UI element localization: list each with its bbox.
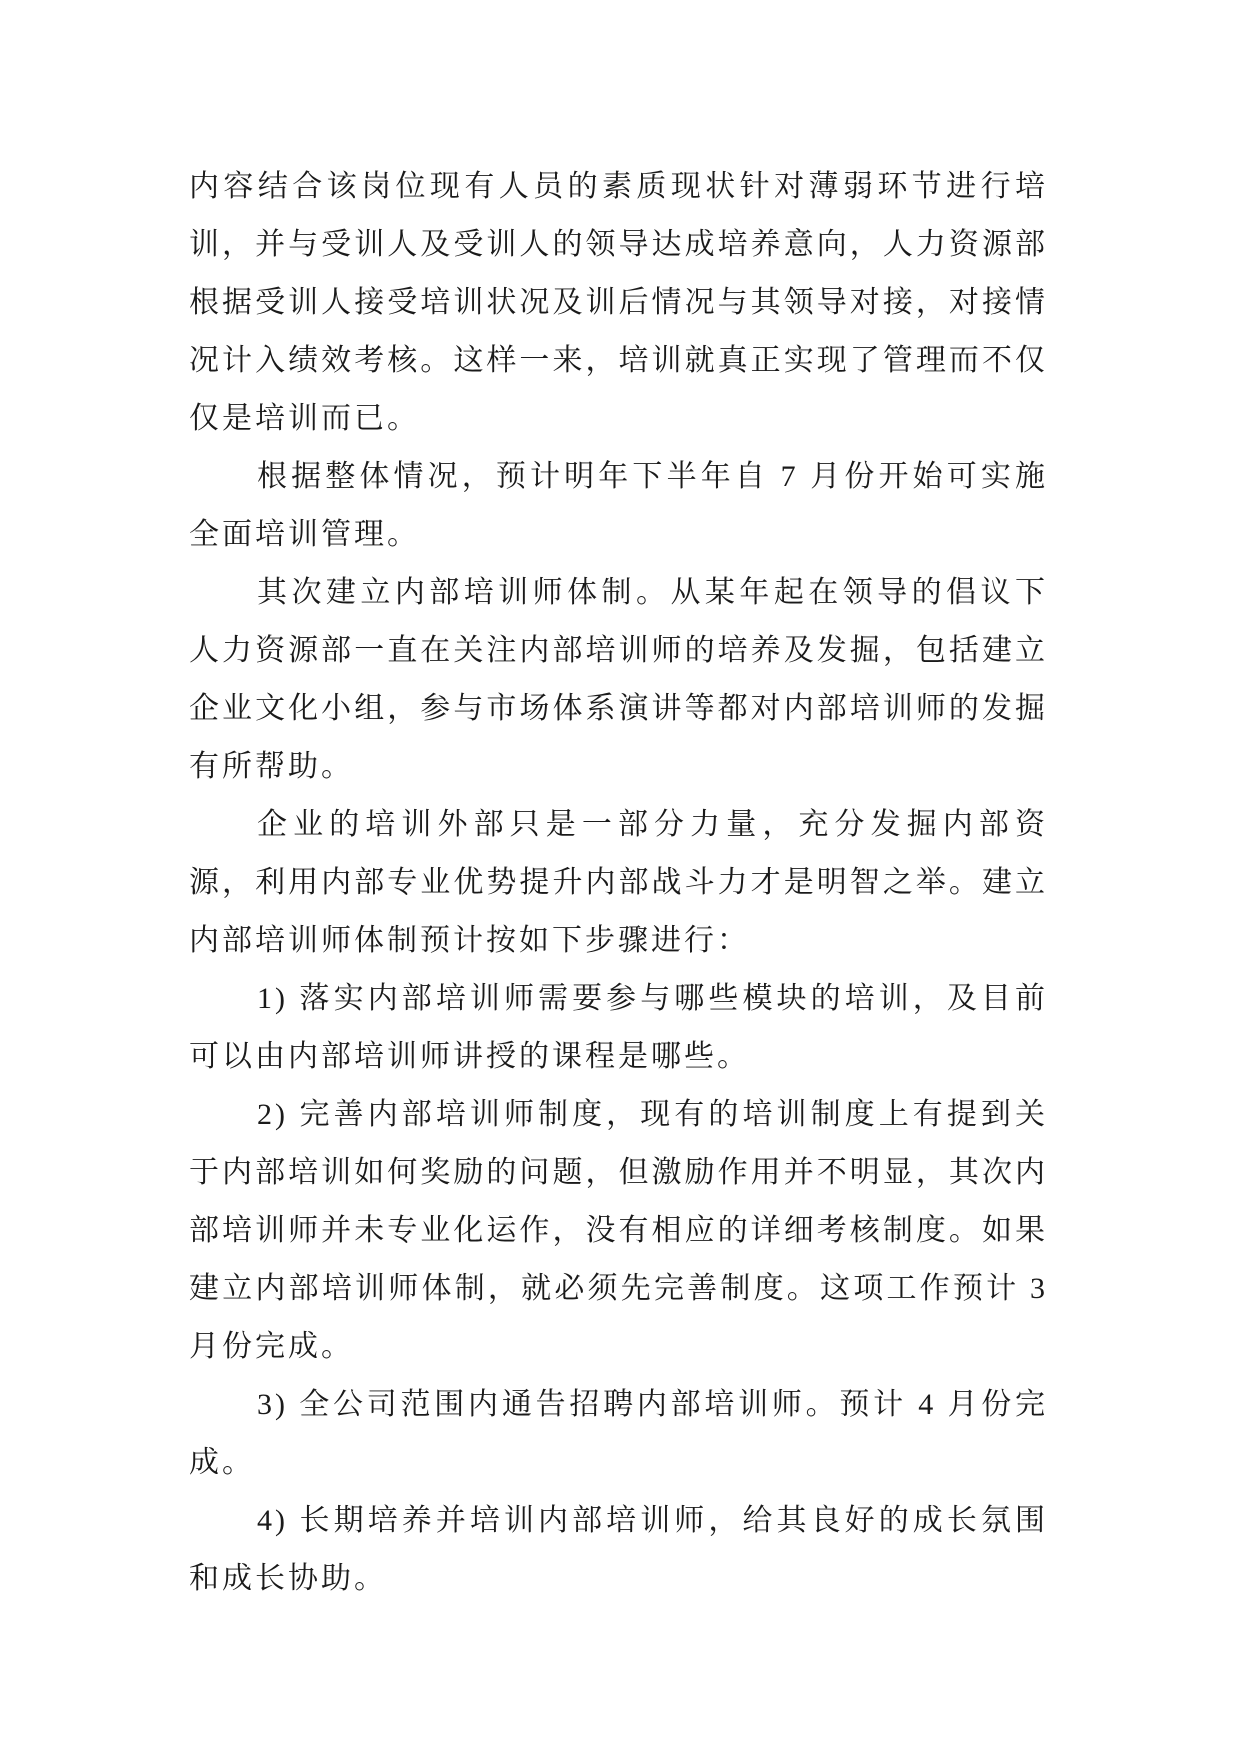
paragraph-overall-schedule: 根据整体情况，预计明年下半年自 7 月份开始可实施全面培训管理。 bbox=[189, 460, 1048, 551]
paragraph-training-management: 内容结合该岗位现有人员的素质现状针对薄弱环节进行培训，并与受训人及受训人的领导达成培养意向，人力资源部根据受训人接受培训状况及训后情况与其领导对接，对接情况计入绩效考核。这样一来，培训就真正实现了管理而不仅仅是培训而已。 bbox=[189, 170, 1048, 435]
paragraph-step-1: 1) 落实内部培训师需要参与哪些模块的培训，及目前可以由内部培训师讲授的课程是哪些。 bbox=[189, 982, 1048, 1073]
document-text-block bbox=[189, 158, 1048, 1608]
paragraph-internal-resources: 企业的培训外部只是一部分力量，充分发掘内部资源，利用内部专业优势提升内部战斗力才是明智之举。建立内部培训师体制预计按如下步骤进行： bbox=[189, 808, 1048, 957]
paragraph-step-3: 3) 全公司范围内通告招聘内部培训师。预计 4 月份完成。 bbox=[189, 1388, 1048, 1479]
paragraph-step-2: 2) 完善内部培训师制度，现有的培训制度上有提到关于内部培训如何奖励的问题，但激励作用并不明显，其次内部培训师并未专业化运作，没有相应的详细考核制度。如果建立内部培训师体制，就必须先完善制度。这项工作预计 3 月份完成。 bbox=[189, 1098, 1048, 1363]
paragraph-step-4: 4) 长期培养并培训内部培训师，给其良好的成长氛围和成长协助。 bbox=[189, 1504, 1048, 1595]
paragraph-internal-trainer-system: 其次建立内部培训师体制。从某年起在领导的倡议下人力资源部一直在关注内部培训师的培养及发掘，包括建立企业文化小组，参与市场体系演讲等都对内部培训师的发掘有所帮助。 bbox=[189, 576, 1048, 783]
